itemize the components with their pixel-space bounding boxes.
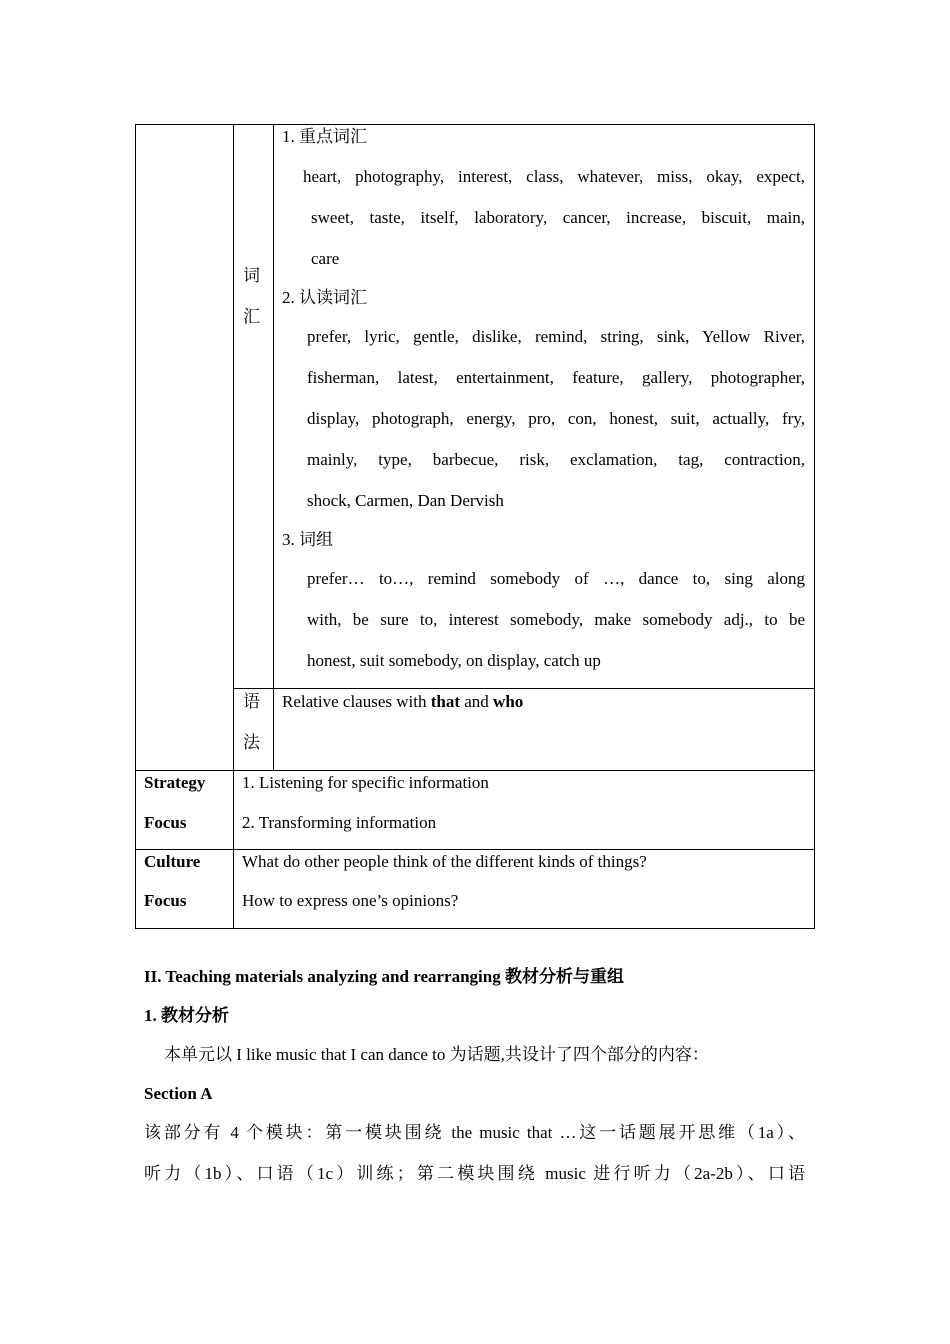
grammar-label-char: 法 — [243, 733, 260, 752]
intro-paragraph: 本单元以 I like music that I can dance to 为话题,共设计了四个部分的内容： — [164, 1045, 709, 1064]
grammar-mid: and — [460, 692, 494, 711]
grammar-word-who: who — [493, 692, 524, 711]
grammar-label-char: 语 — [243, 692, 260, 711]
table-border-left — [135, 124, 136, 929]
key-vocab-line: heart, photography, interest, class, whatever, miss, okay, expect, — [303, 167, 805, 186]
vocab-label-char: 汇 — [243, 307, 260, 326]
recog-vocab-line: shock, Carmen, Dan Dervish — [307, 491, 504, 510]
key-vocab-line: sweet, taste, itself, laboratory, cancer, increase, biscuit, main, — [311, 208, 805, 227]
grammar-prefix: Relative clauses with — [282, 692, 431, 711]
section-heading: II. Teaching materials analyzing and rearranging 教材分析与重组 — [144, 967, 624, 986]
strategy-row-top-border — [135, 770, 815, 771]
strategy-label: Focus — [144, 813, 187, 832]
table-border-top — [135, 124, 815, 125]
culture-item: What do other people think of the different kinds of things? — [242, 852, 647, 871]
column-divider-2 — [273, 124, 274, 771]
recog-vocab-heading: 2. 认读词汇 — [282, 288, 367, 307]
table-border-right — [814, 124, 815, 929]
body-line: 该部分有 4 个模块：第一模块围绕 the music that …这一话题展开思维（1a）、 — [144, 1123, 805, 1142]
grammar-content — [282, 692, 523, 712]
culture-item: How to express one’s opinions? — [242, 891, 459, 910]
subsection-heading: 1. 教材分析 — [144, 1006, 229, 1025]
vocab-label-char: 词 — [243, 266, 260, 285]
culture-label: Focus — [144, 891, 187, 910]
table-border-bottom — [135, 928, 815, 929]
recog-vocab-line: display, photograph, energy, pro, con, honest, suit, actually, fry, — [307, 409, 805, 428]
culture-row-top-border — [135, 849, 815, 850]
strategy-label: Strategy — [144, 773, 206, 792]
phrase-line: with, be sure to, interest somebody, make somebody adj., to be — [307, 610, 805, 629]
key-vocab-line: care — [311, 249, 340, 268]
recog-vocab-line: fisherman, latest, entertainment, feature, gallery, photographer, — [307, 368, 805, 387]
strategy-item: 2. Transforming information — [242, 813, 437, 832]
recog-vocab-line: mainly, type, barbecue, risk, exclamation, tag, contraction, — [307, 450, 805, 469]
phrase-heading: 3. 词组 — [282, 530, 333, 549]
strategy-item: 1. Listening for specific information — [242, 773, 489, 792]
section-a-heading: Section A — [144, 1084, 213, 1103]
grammar-word-that: that — [430, 692, 460, 711]
grammar-row-top-border — [233, 688, 815, 689]
body-line: 听力（1b）、口语（1c）训练；第二模块围绕 music 进行听力（2a-2b）、口语 — [144, 1164, 805, 1183]
phrase-line: honest, suit somebody, on display, catch up — [307, 651, 601, 670]
phrase-line: prefer… to…, remind somebody of …, dance to, sing along — [307, 569, 805, 588]
recog-vocab-line: prefer, lyric, gentle, dislike, remind, string, sink, Yellow River, — [307, 327, 805, 346]
key-vocab-heading: 1. 重点词汇 — [282, 127, 367, 146]
culture-label: Culture — [144, 852, 201, 871]
column-divider-1 — [233, 124, 234, 929]
